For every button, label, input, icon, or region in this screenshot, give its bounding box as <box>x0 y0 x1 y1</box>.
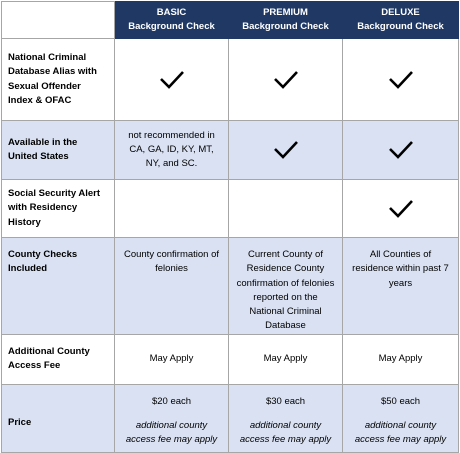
cell-basic <box>115 180 229 238</box>
feature-label: Available in the United States <box>2 121 115 180</box>
feature-label: Additional County Access Fee <box>2 334 115 384</box>
column-header-premium <box>229 2 343 39</box>
price-note: additional county access fee may apply <box>239 419 332 445</box>
table-row <box>2 39 459 121</box>
tier-name: PREMIUM <box>263 6 308 18</box>
cell-premium <box>229 121 343 180</box>
cell-deluxe <box>343 39 459 121</box>
feature-label: County Checks Included <box>2 238 115 335</box>
header-corner-cell <box>2 2 115 39</box>
feature-label: Social Security Alert with Residency History <box>2 180 115 238</box>
check-icon <box>386 138 416 162</box>
cell-premium <box>229 180 343 238</box>
cell-deluxe: May Apply <box>343 334 459 384</box>
feature-label: Price <box>2 384 115 452</box>
table-row <box>2 384 459 452</box>
cell-basic: May Apply <box>115 334 229 384</box>
cell-deluxe <box>343 121 459 180</box>
table-row <box>2 334 459 384</box>
tier-subtitle: Background Check <box>128 21 215 32</box>
price-value: $50 each <box>380 395 421 407</box>
price-note: additional county access fee may apply <box>354 419 447 445</box>
check-icon <box>271 138 301 162</box>
feature-label: National Criminal Database Alias with Sexual Offender Index & OFAC <box>2 39 115 121</box>
cell-basic: County confirmation of felonies <box>115 238 229 335</box>
cell-premium <box>229 384 343 452</box>
cell-deluxe <box>343 180 459 238</box>
cell-basic: not recommended in CA, GA, ID, KY, MT, NY, and SC. <box>115 121 229 180</box>
tier-subtitle: Background Check <box>242 21 329 32</box>
table-row <box>2 121 459 180</box>
column-header-basic <box>115 2 229 39</box>
cell-premium <box>229 39 343 121</box>
tier-name: DELUXE <box>381 6 420 18</box>
tier-name: BASIC <box>156 6 187 18</box>
check-icon <box>157 68 187 92</box>
cell-premium: May Apply <box>229 334 343 384</box>
header-row <box>2 2 459 39</box>
check-icon <box>271 68 301 92</box>
cell-basic <box>115 384 229 452</box>
cell-basic <box>115 39 229 121</box>
check-icon <box>386 68 416 92</box>
cell-premium: Current County of Residence County confirmation of felonies reported on the National Criminal Database <box>229 238 343 335</box>
price-value: $20 each <box>151 395 192 407</box>
cell-deluxe: All Counties of residence within past 7 years <box>343 238 459 335</box>
tier-subtitle: Background Check <box>357 21 444 32</box>
price-note: additional county access fee may apply <box>125 419 218 445</box>
check-icon <box>386 197 416 221</box>
table-row <box>2 180 459 238</box>
price-value: $30 each <box>265 395 306 407</box>
column-header-deluxe <box>343 2 459 39</box>
table-row <box>2 238 459 335</box>
cell-deluxe <box>343 384 459 452</box>
pricing-comparison-table <box>1 1 459 453</box>
